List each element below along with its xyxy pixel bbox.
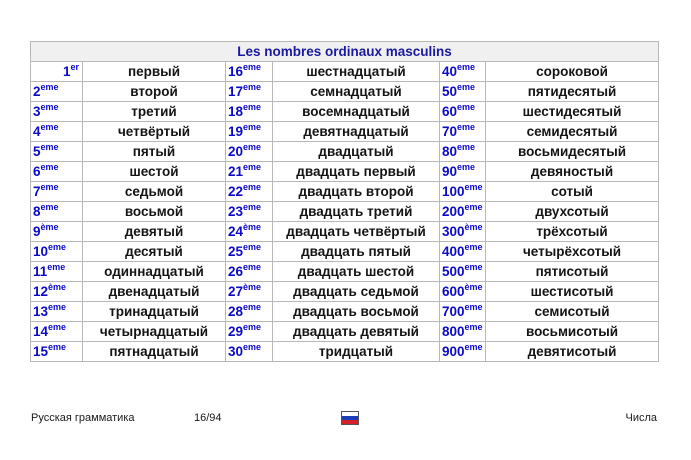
ordinal-suffix: eme — [457, 82, 476, 92]
ordinal-number: 9 — [33, 224, 41, 239]
ordinal-word-cell: сороковой — [486, 62, 659, 82]
ordinal-number-cell — [440, 102, 486, 122]
ordinal-number: 7 — [33, 184, 41, 199]
ordinal-word-cell: двадцать восьмой — [273, 302, 440, 322]
ordinal-suffix: eme — [243, 82, 262, 92]
ordinal-suffix: eme — [40, 102, 59, 112]
ordinal-number-cell — [440, 82, 486, 102]
ordinal-number-cell — [226, 202, 273, 222]
table-row — [31, 82, 659, 102]
ordinal-number-cell — [226, 222, 273, 242]
ordinal-number: 10 — [33, 244, 49, 259]
ordinal-word-cell: тринадцатый — [83, 302, 226, 322]
ordinal-word-cell: двадцать девятый — [273, 322, 440, 342]
ordinal-number: 14 — [33, 324, 49, 339]
ordinal-suffix: eme — [40, 142, 59, 152]
ordinal-number-cell — [31, 122, 83, 142]
ordinal-word-cell: двадцатый — [273, 142, 440, 162]
ordinal-number: 60 — [442, 104, 458, 119]
ordinal-number-cell — [440, 322, 486, 342]
ordinal-number: 1 — [62, 64, 71, 79]
ordinal-number-cell — [440, 182, 486, 202]
ordinal-number-cell — [31, 222, 83, 242]
ordinal-word-cell: пятидесятый — [486, 82, 659, 102]
ordinal-number: 22 — [228, 184, 244, 199]
ordinal-number-cell — [226, 242, 273, 262]
ordinal-suffix: eme — [464, 202, 483, 212]
ordinal-suffix: eme — [243, 182, 262, 192]
ordinal-suffix: eme — [243, 302, 262, 312]
ordinal-number: 18 — [228, 104, 244, 119]
ordinal-word-cell: четырёхсотый — [486, 242, 659, 262]
ordinal-number: 5 — [33, 144, 41, 159]
ordinal-suffix: eme — [457, 62, 476, 72]
ordinal-number-cell — [226, 182, 273, 202]
ordinal-number: 8 — [33, 204, 41, 219]
ordinal-number-cell — [226, 82, 273, 102]
ordinal-suffix: eme — [40, 82, 59, 92]
ordinal-suffix: ème — [243, 222, 262, 232]
flag-stripe-red — [342, 420, 358, 424]
ordinal-number-cell — [440, 122, 486, 142]
ordinal-number: 200 — [442, 204, 465, 219]
ordinal-number-cell — [226, 282, 273, 302]
ordinal-number: 24 — [228, 224, 244, 239]
ordinal-suffix: eme — [48, 242, 67, 252]
ordinal-word-cell: четырнадцатый — [83, 322, 226, 342]
ordinal-suffix: ème — [48, 282, 67, 292]
ordinal-number-cell — [440, 202, 486, 222]
ordinal-word-cell: двадцать пятый — [273, 242, 440, 262]
ordinal-number: 400 — [442, 244, 465, 259]
ordinal-word-cell: трёхсотый — [486, 222, 659, 242]
table-title-row — [31, 42, 659, 62]
ordinal-number-cell — [226, 122, 273, 142]
ordinal-number-cell — [31, 162, 83, 182]
ordinal-word-cell: сотый — [486, 182, 659, 202]
ordinal-suffix: eme — [40, 202, 59, 212]
ordinal-word-cell: двадцать шестой — [273, 262, 440, 282]
ordinal-word-cell: двадцать первый — [273, 162, 440, 182]
ordinal-number-cell — [31, 142, 83, 162]
ordinal-number-cell — [31, 242, 83, 262]
ordinal-number: 25 — [228, 244, 244, 259]
ordinal-word-cell: десятый — [83, 242, 226, 262]
ordinal-word-cell: двадцать второй — [273, 182, 440, 202]
table-row — [31, 62, 659, 82]
ordinal-number: 15 — [33, 344, 49, 359]
ordinal-suffix: eme — [48, 302, 67, 312]
ordinals-table-container — [30, 41, 658, 362]
ordinal-suffix: eme — [243, 202, 262, 212]
ordinal-word-cell: двенадцатый — [83, 282, 226, 302]
ordinal-number: 90 — [442, 164, 458, 179]
ordinal-number: 300 — [442, 224, 465, 239]
ordinal-suffix: eme — [48, 322, 67, 332]
table-row — [31, 262, 659, 282]
ordinal-suffix: eme — [243, 122, 262, 132]
ordinal-number: 19 — [228, 124, 244, 139]
ordinal-number-cell — [440, 242, 486, 262]
ordinal-number-cell — [440, 222, 486, 242]
ordinal-number-cell — [440, 282, 486, 302]
ordinal-number: 20 — [228, 144, 244, 159]
ordinal-suffix: eme — [243, 62, 262, 72]
ordinal-suffix: eme — [464, 302, 483, 312]
ordinal-suffix: eme — [464, 322, 483, 332]
ordinal-word-cell: восьмидесятый — [486, 142, 659, 162]
ordinal-suffix: eme — [243, 342, 262, 352]
ordinal-word-cell: шестнадцатый — [273, 62, 440, 82]
ordinal-number-cell — [31, 182, 83, 202]
ordinal-word-cell: семисотый — [486, 302, 659, 322]
ordinal-word-cell: девятый — [83, 222, 226, 242]
ordinal-number-cell — [226, 322, 273, 342]
ordinal-word-cell: первый — [83, 62, 226, 82]
ordinal-number: 12 — [33, 284, 49, 299]
ordinal-number: 6 — [33, 164, 41, 179]
ordinal-suffix: eme — [243, 322, 262, 332]
ordinal-number: 23 — [228, 204, 244, 219]
ordinal-number-cell — [226, 62, 273, 82]
ordinal-word-cell: семидесятый — [486, 122, 659, 142]
ordinal-suffix: ème — [40, 222, 59, 232]
ordinal-number: 700 — [442, 304, 465, 319]
table-row — [31, 182, 659, 202]
ordinal-word-cell: двадцать седьмой — [273, 282, 440, 302]
ordinal-suffix: eme — [457, 122, 476, 132]
ordinal-number-cell — [31, 262, 83, 282]
ordinal-word-cell: восьмой — [83, 202, 226, 222]
ordinal-suffix: eme — [40, 162, 59, 172]
ordinal-word-cell: двадцать третий — [273, 202, 440, 222]
ordinal-number: 29 — [228, 324, 244, 339]
ordinal-word-cell: пятисотый — [486, 262, 659, 282]
table-row — [31, 162, 659, 182]
ordinal-word-cell: семнадцатый — [273, 82, 440, 102]
ordinal-word-cell: восьмисотый — [486, 322, 659, 342]
table-row — [31, 282, 659, 302]
ordinal-number: 900 — [442, 344, 465, 359]
ordinal-number: 27 — [228, 284, 244, 299]
slide-footer — [31, 410, 659, 430]
ordinal-suffix: eme — [48, 342, 67, 352]
ordinal-number-cell — [31, 202, 83, 222]
ordinal-suffix: eme — [40, 182, 59, 192]
table-row — [31, 102, 659, 122]
ordinal-number: 28 — [228, 304, 244, 319]
ordinal-number: 600 — [442, 284, 465, 299]
ordinal-number-cell — [31, 342, 83, 362]
ordinal-number: 500 — [442, 264, 465, 279]
ordinal-number: 70 — [442, 124, 458, 139]
ordinal-number-cell — [226, 302, 273, 322]
ordinal-word-cell: четвёртый — [83, 122, 226, 142]
ordinal-word-cell: пятнадцатый — [83, 342, 226, 362]
russian-flag-icon — [341, 411, 359, 425]
ordinal-suffix: ème — [464, 222, 483, 232]
ordinal-suffix: eme — [464, 242, 483, 252]
ordinal-suffix: eme — [243, 142, 262, 152]
ordinal-word-cell: шестидесятый — [486, 102, 659, 122]
table-row — [31, 342, 659, 362]
ordinal-suffix: eme — [243, 162, 262, 172]
table-row — [31, 242, 659, 262]
footer-section-title: Числа — [625, 412, 657, 424]
ordinal-number: 16 — [228, 64, 244, 79]
ordinal-suffix: ème — [464, 282, 483, 292]
ordinal-word-cell: тридцатый — [273, 342, 440, 362]
ordinal-number-cell — [31, 62, 83, 82]
ordinal-number-cell — [31, 82, 83, 102]
ordinal-word-cell: восемнадцатый — [273, 102, 440, 122]
ordinal-number: 17 — [228, 84, 244, 99]
ordinal-number-cell — [31, 102, 83, 122]
ordinal-suffix: eme — [243, 102, 262, 112]
ordinal-word-cell: девяностый — [486, 162, 659, 182]
ordinal-word-cell: шестой — [83, 162, 226, 182]
ordinal-suffix: eme — [457, 162, 476, 172]
ordinal-word-cell: второй — [83, 82, 226, 102]
ordinal-number: 800 — [442, 324, 465, 339]
ordinal-suffix: er — [70, 62, 79, 72]
ordinal-suffix: eme — [457, 102, 476, 112]
table-row — [31, 122, 659, 142]
ordinal-suffix: eme — [47, 262, 66, 272]
footer-page-number: 16/94 — [194, 412, 222, 424]
ordinal-number: 4 — [33, 124, 41, 139]
table-row — [31, 302, 659, 322]
ordinal-number: 40 — [442, 64, 458, 79]
ordinal-number-cell — [226, 102, 273, 122]
ordinal-number: 30 — [228, 344, 244, 359]
ordinal-suffix: eme — [464, 262, 483, 272]
ordinal-word-cell: пятый — [83, 142, 226, 162]
ordinal-number-cell — [440, 162, 486, 182]
ordinal-number-cell — [226, 142, 273, 162]
ordinal-number: 2 — [33, 84, 41, 99]
footer-course-title: Русская грамматика — [31, 412, 135, 424]
ordinal-word-cell: девятисотый — [486, 342, 659, 362]
ordinal-word-cell: девятнадцатый — [273, 122, 440, 142]
ordinal-word-cell: шестисотый — [486, 282, 659, 302]
ordinal-number: 80 — [442, 144, 458, 159]
ordinal-suffix: eme — [40, 122, 59, 132]
ordinal-number-cell — [440, 62, 486, 82]
ordinal-number: 11 — [33, 264, 48, 279]
ordinal-number-cell — [226, 162, 273, 182]
ordinal-suffix: eme — [243, 262, 262, 272]
ordinal-word-cell: одиннадцатый — [83, 262, 226, 282]
ordinal-suffix: eme — [243, 242, 262, 252]
ordinal-word-cell: двадцать четвёртый — [273, 222, 440, 242]
ordinal-suffix: eme — [464, 342, 483, 352]
ordinal-word-cell: третий — [83, 102, 226, 122]
ordinal-number-cell — [226, 342, 273, 362]
ordinal-suffix: eme — [464, 182, 483, 192]
ordinal-number-cell — [440, 142, 486, 162]
ordinal-number: 13 — [33, 304, 49, 319]
ordinal-number-cell — [440, 342, 486, 362]
table-row — [31, 202, 659, 222]
ordinal-number: 21 — [228, 164, 244, 179]
ordinal-number-cell — [440, 262, 486, 282]
ordinal-number: 3 — [33, 104, 41, 119]
table-row — [31, 142, 659, 162]
ordinal-number: 26 — [228, 264, 244, 279]
ordinals-table — [30, 41, 659, 362]
ordinal-number-cell — [226, 262, 273, 282]
ordinal-number: 100 — [442, 184, 465, 199]
ordinal-number-cell — [31, 282, 83, 302]
ordinal-number-cell — [440, 302, 486, 322]
ordinal-number: 50 — [442, 84, 458, 99]
table-title: Les nombres ordinaux masculins — [31, 42, 659, 62]
ordinal-word-cell: седьмой — [83, 182, 226, 202]
table-row — [31, 322, 659, 342]
ordinal-number-cell — [31, 322, 83, 342]
ordinal-suffix: eme — [457, 142, 476, 152]
ordinal-suffix: ème — [243, 282, 262, 292]
ordinal-number-cell — [31, 302, 83, 322]
ordinal-word-cell: двухсотый — [486, 202, 659, 222]
table-row — [31, 222, 659, 242]
